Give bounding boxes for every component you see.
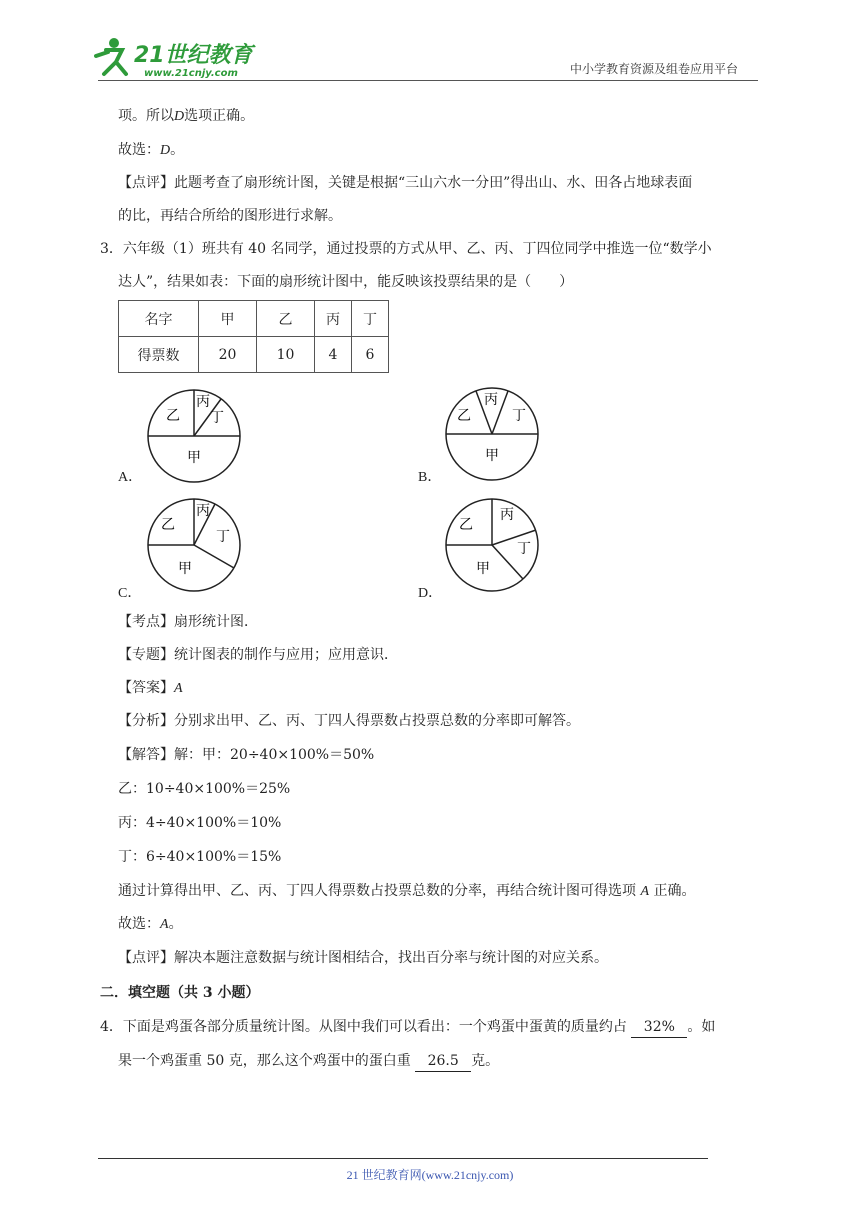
prev-review-1: 【点评】此题考查了扇形统计图，关键是根据“三山六水一分田”得出山、水、田各占地球表面 (118, 175, 693, 191)
pie-label-ding: 丁 (517, 541, 531, 557)
table-cell: 乙 (257, 301, 315, 337)
option-b-label[interactable]: B． (418, 470, 442, 485)
jieda: 【解答】解：甲：20÷40×100%＝50% (118, 747, 375, 763)
pie-label-jia: 甲 (187, 450, 201, 466)
text: 故选： (118, 916, 160, 932)
text: 选项正确。 (184, 108, 255, 124)
table-cell: 6 (352, 337, 389, 373)
q4-line-2 (118, 1051, 499, 1072)
kaodian: 【考点】扇形统计图． (118, 614, 258, 630)
option-a-label[interactable]: A． (118, 470, 143, 485)
answer-blank: 32% (631, 1017, 687, 1038)
option-letter: A (160, 917, 169, 932)
calc-bing: 丙：4÷40×100%＝10% (118, 815, 282, 831)
table-row (119, 301, 389, 337)
q3-line-2: 达人”，结果如表：下面的扇形统计图中，能反映该投票结果的是（ ） (118, 274, 574, 290)
pie-label-jia: 甲 (476, 561, 490, 577)
pie-label-yi: 乙 (161, 517, 175, 533)
table-row (119, 337, 389, 373)
logo-text: 21世纪教育 (134, 43, 253, 68)
pie-option-c[interactable] (146, 497, 242, 593)
table-cell: 丁 (352, 301, 389, 337)
option-letter: D (160, 143, 171, 158)
footer-text: 21 世纪教育网(www.21cnjy.com) (346, 1168, 514, 1182)
prev-review-2: 的比，再结合所给的图形进行求解。 (118, 208, 342, 224)
table-cell: 名字 (119, 301, 199, 337)
text: 。 (168, 916, 183, 932)
logo-runner-body (96, 50, 126, 74)
text: 。如 (687, 1019, 716, 1035)
header-rule (98, 80, 758, 81)
pie-option-b[interactable] (444, 386, 540, 482)
table-cell: 10 (257, 337, 315, 373)
pie-label-jia: 甲 (178, 561, 192, 577)
pie-label-ding: 丁 (512, 408, 526, 424)
option-letter: A (640, 884, 650, 899)
answer-blank: 26.5 (415, 1051, 471, 1072)
table-cell: 丙 (315, 301, 352, 337)
option-c-label[interactable]: C． (118, 586, 142, 601)
pie-option-d[interactable] (444, 497, 540, 593)
q3-line-1: 3．六年级（1）班共有 40 名同学，通过投票的方式从甲、乙、丙、丁四位同学中推选一位“数学小 (100, 241, 712, 257)
answer-label: 【答案】 (118, 680, 174, 696)
prev-line-1 (118, 106, 254, 127)
text: 。 (170, 142, 185, 158)
calc-yi: 乙：10÷40×100%＝25% (118, 781, 291, 797)
pie-label-bing: 丙 (484, 392, 498, 408)
text: 正确。 (653, 883, 696, 899)
answer (118, 678, 183, 699)
q4-line-1 (100, 1017, 715, 1038)
pie-label-ding: 丁 (210, 410, 224, 426)
review: 【点评】解决本题注意数据与统计图相结合，找出百分率与统计图的对应关系。 (118, 950, 608, 966)
pie-label-bing: 丙 (196, 394, 210, 410)
table-cell: 得票数 (119, 337, 199, 373)
pie-label-bing: 丙 (500, 507, 514, 523)
text: 项。所以 (118, 108, 174, 124)
pie-option-a[interactable] (146, 388, 242, 484)
fenxi: 【分析】分别求出甲、乙、丙、丁四人得票数占投票总数的分率即可解答。 (118, 713, 580, 729)
text: 克。 (471, 1053, 500, 1069)
table-cell: 20 (199, 337, 257, 373)
footer-rule (98, 1158, 708, 1159)
text: 4．下面是鸡蛋各部分质量统计图。从图中我们可以看出：一个鸡蛋中蛋黄的质量约占 (100, 1019, 627, 1035)
prev-choice (118, 140, 184, 161)
section-title: 二．填空题（共 3 小题） (100, 985, 260, 1001)
pie-label-yi: 乙 (166, 408, 180, 424)
header-right-text: 中小学教育资源及组卷应用平台 (570, 62, 739, 76)
pie-label-yi: 乙 (459, 517, 473, 533)
zhuanti: 【专题】统计图表的制作与应用；应用意识． (118, 647, 398, 663)
text: 果一个鸡蛋重 50 克，那么这个鸡蛋中的蛋白重 (118, 1053, 411, 1069)
site-logo (92, 34, 267, 82)
table-cell: 4 (315, 337, 352, 373)
conclusion (118, 881, 695, 902)
answer-value: A (174, 681, 183, 696)
pie-label-yi: 乙 (457, 408, 471, 424)
pie-label-jia: 甲 (485, 448, 499, 464)
pie-label-bing: 丙 (196, 503, 210, 519)
option-d-label[interactable]: D． (418, 586, 443, 601)
table-cell: 甲 (199, 301, 257, 337)
text: 通过计算得出甲、乙、丙、丁四人得票数占投票总数的分率，再结合统计图可得选项 (118, 883, 636, 899)
calc-ding: 丁：6÷40×100%＝15% (118, 849, 282, 865)
logo-url: www.21cnjy.com (144, 68, 238, 79)
text: 故选： (118, 142, 160, 158)
option-letter: D (174, 109, 185, 124)
pie-label-ding: 丁 (216, 529, 230, 545)
votes-table (118, 300, 389, 373)
logo-runner-head (109, 38, 119, 48)
choice (118, 914, 183, 935)
